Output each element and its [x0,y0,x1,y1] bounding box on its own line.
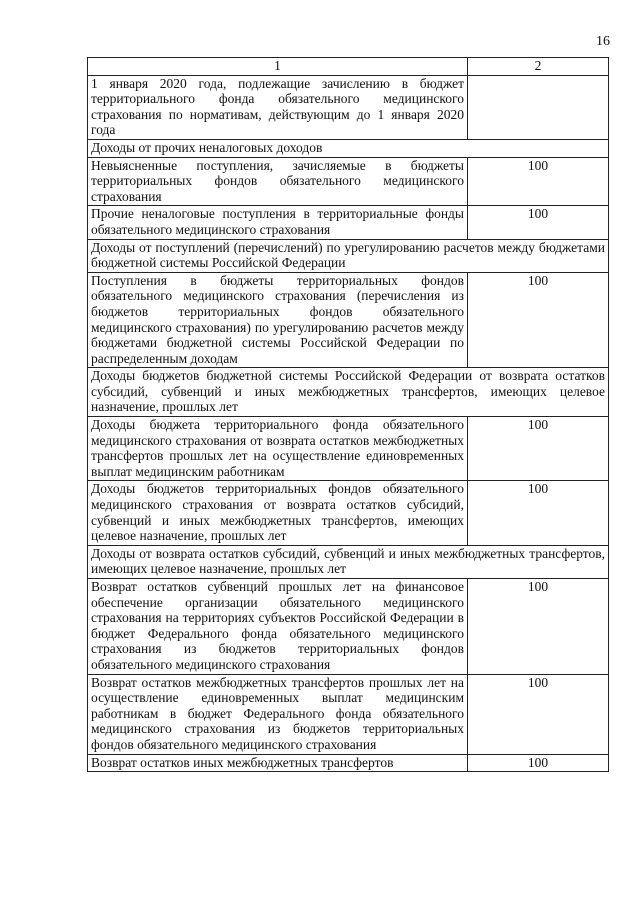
row-value: 100 [468,674,609,754]
section-row [88,545,609,578]
table-row [88,481,609,545]
row-description: Прочие неналоговые поступления в территориальные фонды обязательного медицинского страхования [88,206,468,239]
row-description: Поступления в бюджеты территориальных фондов обязательного медицинского страхования (перечисления из бюджетов территориальных фондов обязательного медицинского страхования) по урегулированию расчетов между бюджетами бюджетной системы Российской Федерации по распределенным доходам [88,272,468,368]
section-title: Доходы бюджетов бюджетной системы Российской Федерации от возврата остатков субсидий, субвенций и иных межбюджетных трансфертов, имеющих целевое назначение, прошлых лет [88,368,609,417]
table-row [88,674,609,754]
row-description: Возврат остатков иных межбюджетных трансфертов [88,754,468,772]
row-value: 100 [468,417,609,481]
section-title: Доходы от поступлений (перечислений) по урегулированию расчетов между бюджетами бюджетной системы Российской Федерации [88,239,609,272]
section-title: Доходы от прочих неналоговых доходов [88,139,609,157]
row-value: 100 [468,754,609,772]
table-row [88,272,609,368]
section-row [88,239,609,272]
row-value [468,75,609,139]
row-description: Возврат остатков межбюджетных трансфертов прошлых лет на осуществление единовременных выплат медицинским работникам в бюджет Федерального фонда обязательного медицинского страхования из бюджетов территориальных фондов обязательного медицинского страхования [88,674,468,754]
row-value: 100 [468,206,609,239]
page-number: 16 [596,34,610,49]
row-value: 100 [468,481,609,545]
table-row [88,579,609,675]
section-title: Доходы от возврата остатков субсидий, субвенций и иных межбюджетных трансфертов, имеющих целевое назначение, прошлых лет [88,545,609,578]
table-row [88,754,609,772]
row-description: 1 января 2020 года, подлежащие зачислению в бюджет территориального фонда обязательного медицинского страхования по нормативам, действующим до 1 января 2020 года [88,75,468,139]
row-value: 100 [468,272,609,368]
column-header-2: 2 [468,58,609,76]
section-row [88,139,609,157]
table-header-row [88,58,609,76]
budget-revenue-table [87,57,609,772]
row-value: 100 [468,157,609,206]
table-row [88,157,609,206]
table-row [88,417,609,481]
section-row [88,368,609,417]
table-row [88,206,609,239]
table-row [88,75,609,139]
row-description: Возврат остатков субвенций прошлых лет на финансовое обеспечение организации обязательного медицинского страхования на территориях субъектов Российской Федерации в бюджет Федерального фонда обязательного медицинского страхования из бюджетов территориальных фондов обязательного медицинского страхования [88,579,468,675]
row-description: Доходы бюджета территориального фонда обязательного медицинского страхования от возврата остатков межбюджетных трансфертов прошлых лет на осуществление единовременных выплат медицинским работникам [88,417,468,481]
column-header-1: 1 [88,58,468,76]
row-value: 100 [468,579,609,675]
row-description: Доходы бюджетов территориальных фондов обязательного медицинского страхования от возврата остатков субсидий, субвенций и иных межбюджетных трансфертов, имеющих целевое назначение, прошлых лет [88,481,468,545]
row-description: Невыясненные поступления, зачисляемые в бюджеты территориальных фондов обязательного медицинского страхования [88,157,468,206]
